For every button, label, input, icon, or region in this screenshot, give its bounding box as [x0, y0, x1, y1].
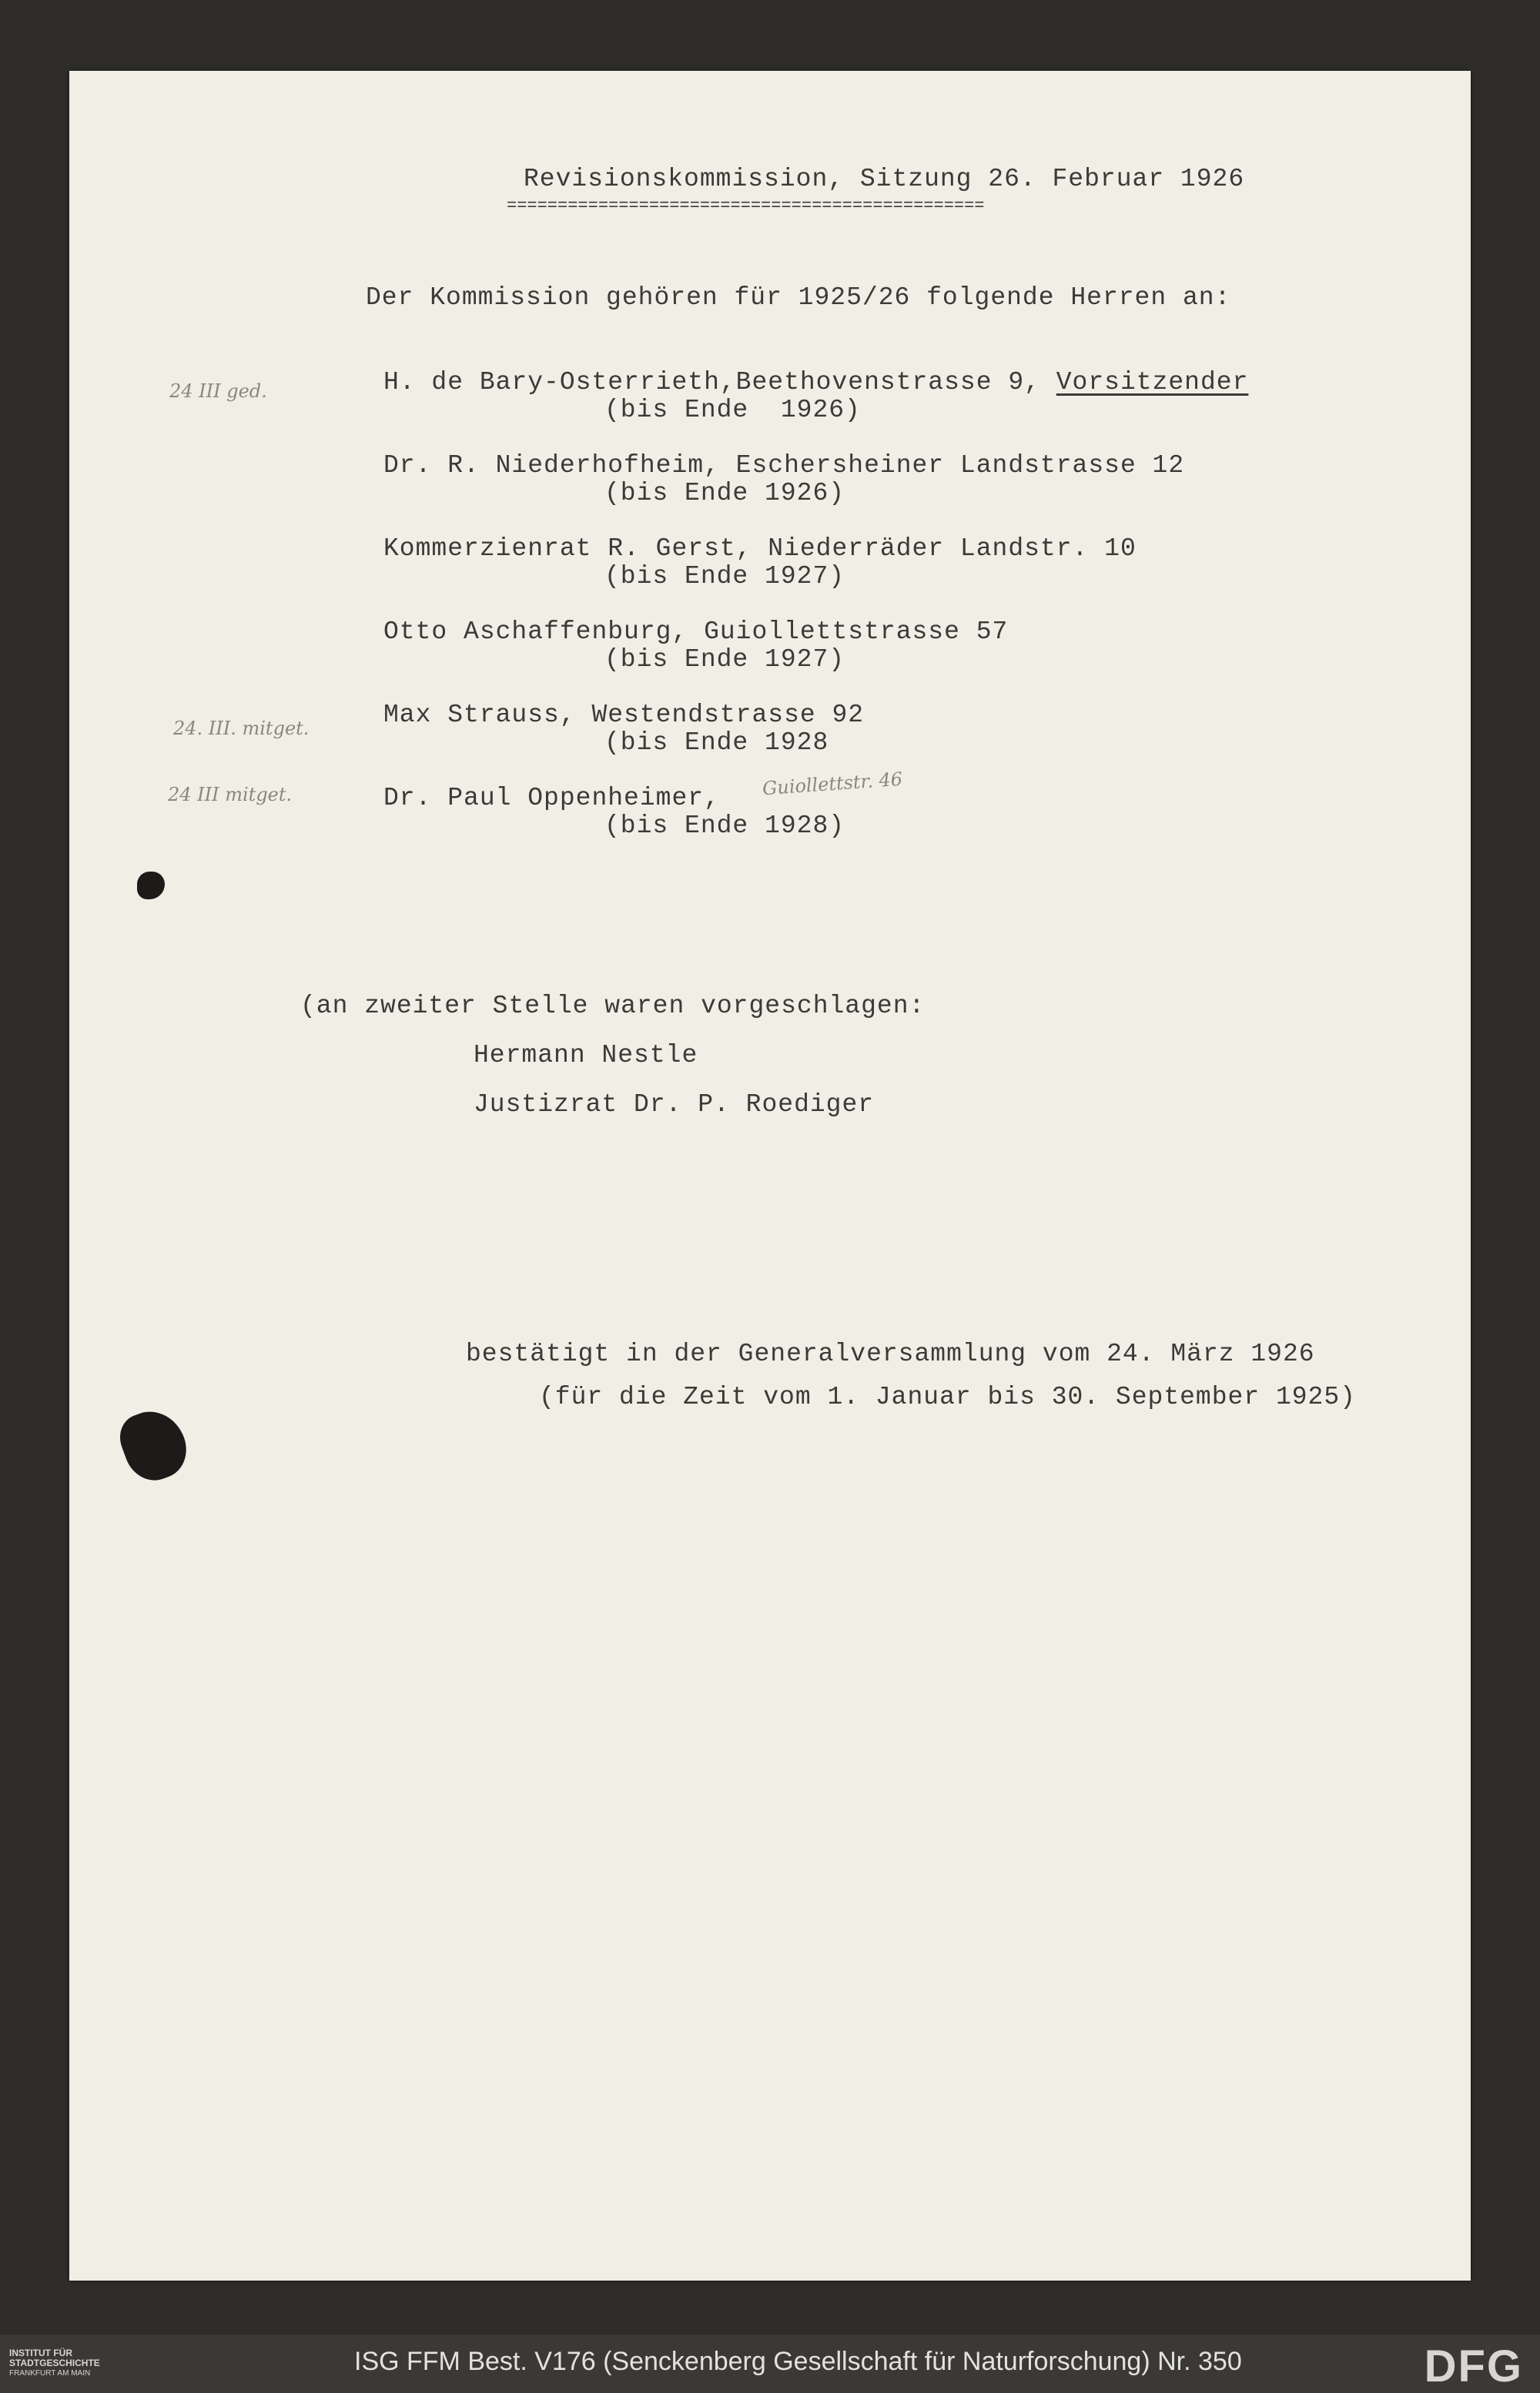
alternates-intro: (an zweiter Stelle waren vorgeschlagen:: [300, 992, 926, 1020]
member-name-2: Dr. R. Niederhofheim, Eschersheiner Landstrasse 12: [383, 451, 1185, 480]
logo-line-3: FRANKFURT AM MAIN: [9, 2369, 91, 2378]
confirmation-line-2: (für die Zeit vom 1. Januar bis 30. September 1925): [539, 1383, 1356, 1411]
member-name-4: Otto Aschaffenburg, Guiollettstrasse 57: [383, 617, 1009, 646]
isg-logo: [9, 2348, 100, 2378]
logo-line-2: STADTGESCHICHTE: [9, 2358, 100, 2368]
member-term-5: (bis Ende 1928: [604, 728, 829, 757]
member-term-2: (bis Ende 1926): [604, 479, 845, 507]
alternate-2: Justizrat Dr. P. Roediger: [474, 1090, 875, 1119]
member-name-1: H. de Bary-Osterrieth,Beethovenstrasse 9,: [383, 368, 1056, 397]
member-name-5: Max Strauss, Westendstrasse 92: [383, 701, 865, 729]
member-line-1: [383, 368, 1248, 397]
member-term-6: (bis Ende 1928): [604, 812, 845, 840]
member-name-6: Dr. Paul Oppenheimer,: [383, 784, 736, 812]
title-underline-rule: ===============================================: [507, 196, 985, 216]
document-page: [69, 71, 1471, 2281]
member-role-chairman: Vorsitzender: [1056, 368, 1249, 397]
alternate-1: Hermann Nestle: [474, 1041, 698, 1069]
punch-hole-bottom: [113, 1402, 195, 1488]
member-name-3: Kommerzienrat R. Gerst, Niederräder Landstr. 10: [383, 534, 1137, 563]
member-term-3: (bis Ende 1927): [604, 562, 845, 591]
logo-line-1: INSTITUT FÜR: [9, 2348, 72, 2358]
member-term-1: (bis Ende 1926): [604, 396, 861, 424]
document-title: Revisionskommission, Sitzung 26. Februar 1926: [524, 165, 1245, 193]
member-term-4: (bis Ende 1927): [604, 645, 845, 674]
margin-note-1: 24 III ged.: [169, 380, 267, 402]
punch-hole-top: [137, 872, 165, 899]
archive-caption: ISG FFM Best. V176 (Senckenberg Gesellschaft für Naturforschung) Nr. 350: [354, 2347, 1242, 2376]
intro-text: Der Kommission gehören für 1925/26 folgende Herren an:: [366, 283, 1231, 312]
handwritten-address-6: Guiollettstr. 46: [762, 768, 903, 800]
margin-note-5: 24. III. mitget.: [173, 718, 310, 739]
confirmation-line-1: bestätigt in der Generalversammlung vom 24. März 1926: [466, 1340, 1315, 1368]
dfg-logo: DFG: [1424, 2341, 1523, 2391]
margin-note-6: 24 III mitget.: [168, 784, 293, 805]
archive-footer-bar: [0, 2334, 1540, 2393]
